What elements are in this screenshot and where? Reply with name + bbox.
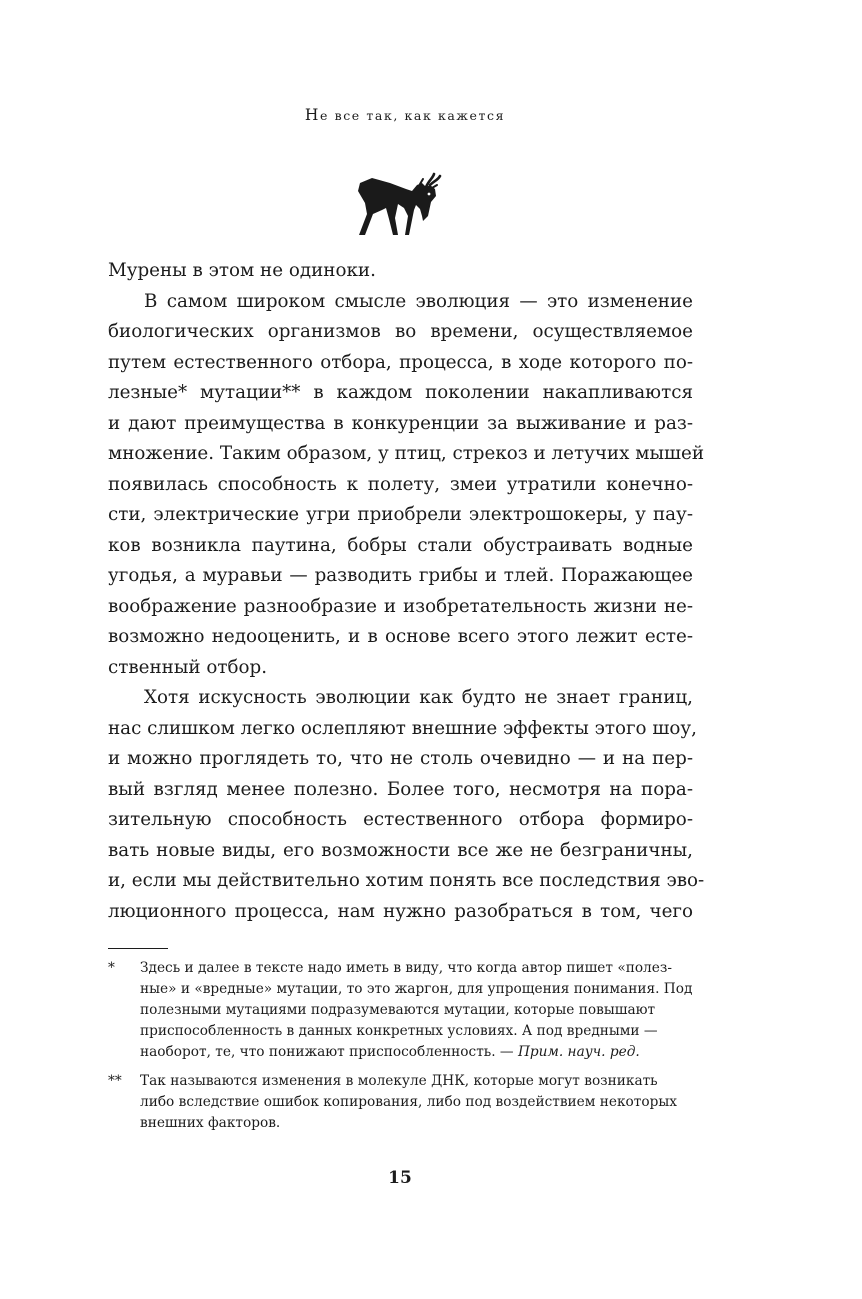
antelope-icon xyxy=(356,172,444,240)
text-line: угодья, а муравьи — разводить грибы и тлей. Поражающее xyxy=(108,565,693,586)
text-line: зительную способность естественного отбора формиро- xyxy=(108,809,693,830)
text-line: Мурены в этом не одиноки. xyxy=(108,260,376,281)
footnote-text: Так называются изменения в молекуле ДНК, которые могут возникать либо вследствие ошибок копирования, либо под воздействием некоторых внешних факторов. xyxy=(140,1073,677,1131)
footnote-2 xyxy=(108,1071,693,1134)
text-line: вый взгляд менее полезно. Более того, несмотря на пора- xyxy=(108,778,693,800)
footnote-divider xyxy=(108,948,168,949)
running-header-initial: Н xyxy=(304,106,320,124)
text-line: люционного процесса, нам нужно разобраться в том, чего xyxy=(108,900,693,922)
footnote-marker: ** xyxy=(108,1073,122,1089)
footnote-text: Здесь и далее в тексте надо иметь в виду, что когда автор пишет «полезные» и «вредные» мутации, то это жаргон, для упрощения понимания. Под полезными мутациями подразумеваются мутации, которые повышают приспособленность в данных конкретных условиях. А под вредными — наоборот, те, что понижают приспособленность. — xyxy=(140,960,693,1060)
text-line: и дают преимущества в конкуренции за выживание и раз- xyxy=(108,412,693,434)
text-line: множение. Таким образом, у птиц, стрекоз и летучих мышей xyxy=(108,443,704,464)
footnotes xyxy=(108,958,693,1134)
text-line: появилась способность к полету, змеи утратили конечно- xyxy=(108,473,693,495)
running-header-text: е все так, как кажется xyxy=(320,108,506,123)
running-header xyxy=(0,106,810,124)
text-line: сти, электрические угри приобрели электрошокеры, у пау- xyxy=(108,504,693,525)
text-line: лезные* мутации** в каждом поколении накапливаются xyxy=(108,382,693,403)
text-line: воображение разнообразие и изобретательность жизни не- xyxy=(108,595,693,617)
text-line: нас слишком легко ослепляют внешние эффекты этого шоу, xyxy=(108,717,697,739)
footnote-editor-note: Прим. науч. ред. xyxy=(517,1044,640,1060)
text-line: вать новые виды, его возможности все же не безграничны, xyxy=(108,839,693,861)
text-line: Хотя искусность эволюции как будто не знает границ, xyxy=(144,687,693,708)
page-number: 15 xyxy=(388,1168,412,1188)
text-line: и можно проглядеть то, что не столь очевидно — и на пер- xyxy=(108,748,693,769)
footnote-1 xyxy=(108,958,693,1063)
text-line: В самом широком смысле эволюция — это изменение xyxy=(144,290,693,312)
text-line: ственный отбор. xyxy=(108,656,268,678)
text-line: ков возникла паутина, бобры стали обустраивать водные xyxy=(108,534,693,556)
text-line: и, если мы действительно хотим понять все последствия эво- xyxy=(108,870,705,891)
text-line: возможно недооценить, и в основе всего этого лежит есте- xyxy=(108,626,693,647)
text-line: биологических организмов во времени, осуществляемое xyxy=(108,321,693,342)
text-line: путем естественного отбора, процесса, в ходе которого по- xyxy=(108,351,693,373)
main-text xyxy=(108,256,705,927)
footnote-marker: * xyxy=(108,960,115,976)
